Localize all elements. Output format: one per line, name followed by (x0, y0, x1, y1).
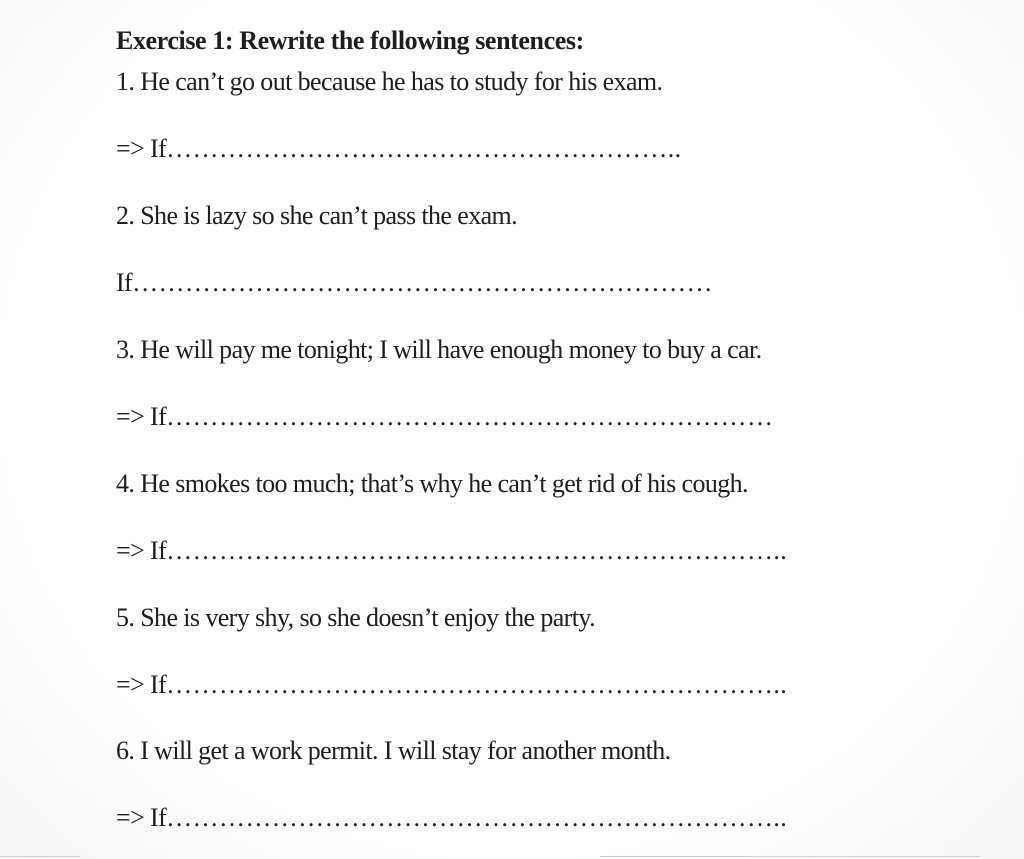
answer-blank-4: …………………………………………………………….. (166, 536, 788, 565)
answer-line-1 (116, 134, 682, 164)
answer-blank-6: …………………………………………………………….. (166, 803, 788, 832)
answer-line-3 (116, 402, 773, 432)
sentence-4: 4. He smokes too much; that’s why he can’t get rid of his cough. (116, 469, 748, 498)
answer-prefix-1: => If (116, 134, 167, 163)
answer-prefix-6: => If (116, 803, 167, 832)
exercise-title: Exercise 1: Rewrite the following sentences: (116, 26, 584, 55)
answer-blank-2: ………………………………………………………… (132, 268, 713, 297)
bottom-edge-rule-right (600, 856, 980, 857)
sentence-6: 6. I will get a work permit. I will stay for another month. (116, 736, 671, 765)
bottom-edge-rule-left (0, 856, 80, 857)
sentence-1: 1. He can’t go out because he has to study for his exam. (116, 67, 663, 96)
answer-prefix-4: => If (116, 536, 167, 565)
answer-line-6 (116, 803, 787, 833)
answer-prefix-3: => If (116, 402, 167, 431)
sentence-2: 2. She is lazy so she can’t pass the exam. (116, 201, 518, 230)
answer-line-5 (116, 670, 787, 700)
sentence-3: 3. He will pay me tonight; I will have enough money to buy a car. (116, 335, 762, 364)
sentence-5: 5. She is very shy, so she doesn’t enjoy the party. (116, 603, 595, 632)
answer-blank-5: …………………………………………………………….. (166, 670, 788, 699)
answer-line-4 (116, 536, 787, 566)
answer-prefix-5: => If (116, 670, 167, 699)
answer-line-2 (116, 268, 713, 298)
answer-prefix-2: If (116, 268, 133, 297)
answer-blank-1: ………………………………………………….. (166, 134, 682, 163)
answer-blank-3: …………………………………………………………… (166, 402, 774, 431)
